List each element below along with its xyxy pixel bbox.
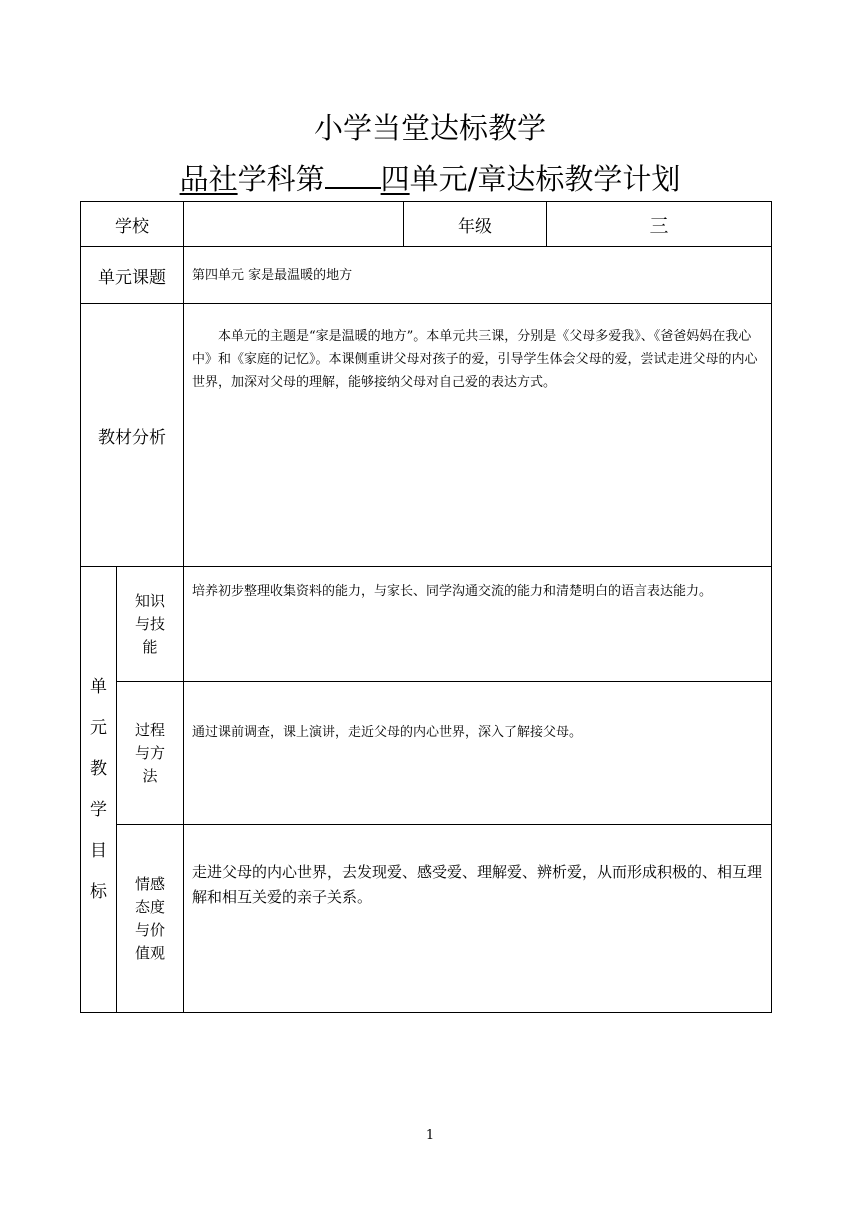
goal-knowledge-cell xyxy=(184,567,772,682)
blank-underline xyxy=(325,157,381,189)
goal-process-cell xyxy=(184,682,772,825)
grade-value: 三 xyxy=(547,202,772,247)
goals-label-char: 单 xyxy=(90,676,107,697)
goals-label-char: 元 xyxy=(90,717,107,738)
goals-label-char: 学 xyxy=(90,799,107,820)
goal-emotion-text: 走进父母的内心世界，去发现爱、感受爱、理解爱、辨析爱，从而形成积极的、相互理解和相互关爱的亲子关系。 xyxy=(192,863,763,906)
material-label: 教材分析 xyxy=(81,304,184,567)
goal-knowledge-label: 知识 与技 能 xyxy=(117,567,184,682)
subject-name: 品社 xyxy=(179,162,238,196)
unit-topic-label: 单元课题 xyxy=(81,247,184,304)
unit-topic-value: 第四单元 家是最温暖的地方 xyxy=(184,247,772,304)
goals-group-label xyxy=(81,567,117,1013)
goal-emotion-label: 情感 态度 与价 值观 xyxy=(117,825,184,1013)
school-label: 学校 xyxy=(81,202,184,247)
document-subtitle xyxy=(0,157,860,200)
material-text: 本单元的主题是“家是温暖的地方”。本单元共三课，分别是《父母多爱我》、《爸爸妈妈在我心中》和《家庭的记忆》。本课侧重讲父母对孩子的爱，引导学生体会父母的爱，尝试走进父母的内心世界，加深对父母的理解，能够接纳父母对自己爱的表达方式。 xyxy=(192,329,758,390)
unit-number: 四 xyxy=(380,162,410,196)
goal-process-text: 通过课前调查，课上演讲，走近父母的内心世界，深入了解接父母。 xyxy=(192,725,583,740)
goals-label-char: 标 xyxy=(90,881,107,902)
goal-row-knowledge xyxy=(81,567,772,682)
material-cell xyxy=(184,304,772,567)
material-row xyxy=(81,304,772,567)
page-number: 1 xyxy=(425,1128,435,1143)
school-grade-row xyxy=(81,202,772,247)
plan-table xyxy=(80,201,772,1013)
unit-topic-row xyxy=(81,247,772,304)
goals-label-char: 教 xyxy=(90,758,107,779)
goal-emotion-cell xyxy=(184,825,772,1013)
goals-label-char: 目 xyxy=(90,840,107,861)
goal-row-emotion xyxy=(81,825,772,1013)
subtitle-end: 单元/章达标教学计划 xyxy=(409,162,681,196)
goal-knowledge-text: 培养初步整理收集资料的能力，与家长、同学沟通交流的能力和清楚明白的语言表达能力。 xyxy=(192,584,713,599)
document-title: 小学当堂达标教学 xyxy=(313,111,546,145)
goal-row-process xyxy=(81,682,772,825)
school-value xyxy=(184,202,404,247)
grade-label: 年级 xyxy=(404,202,547,247)
subtitle-mid: 学科第 xyxy=(237,162,325,196)
goal-process-label: 过程 与方 法 xyxy=(117,682,184,825)
